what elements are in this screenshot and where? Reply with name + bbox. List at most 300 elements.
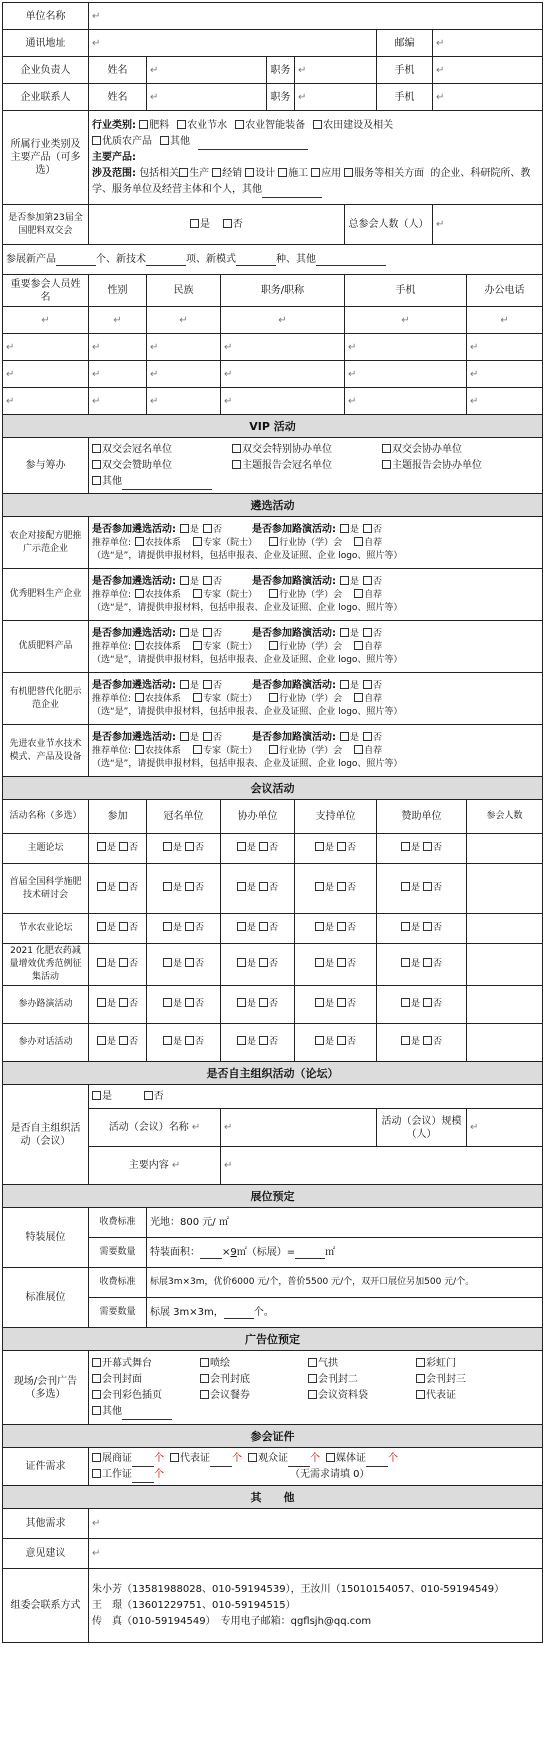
checkbox-option[interactable]: 是 [315, 959, 334, 969]
meeting-choice[interactable] [295, 914, 377, 944]
checkbox-icon[interactable] [97, 1036, 106, 1045]
meeting-count-input[interactable] [467, 1024, 543, 1062]
checkbox-icon[interactable] [416, 1358, 425, 1367]
meeting-choice[interactable] [147, 914, 221, 944]
checkbox-icon[interactable] [92, 460, 101, 469]
meeting-count-input[interactable] [467, 986, 543, 1024]
checkbox-option[interactable]: 代表证 个 [170, 1453, 242, 1464]
checkbox-icon[interactable] [340, 680, 349, 689]
checkbox-option[interactable]: 否 [259, 883, 278, 893]
meeting-choice[interactable] [377, 986, 467, 1024]
certs-options[interactable] [89, 1448, 543, 1486]
checkbox-option[interactable]: 否 [259, 923, 278, 933]
checkbox-option[interactable]: 会刊封二 [308, 1372, 416, 1388]
checkbox-icon[interactable] [193, 537, 202, 546]
checkbox-option[interactable]: 专家（院士） [193, 746, 257, 756]
checkbox-icon[interactable] [237, 958, 246, 967]
checkbox-icon[interactable] [200, 1358, 209, 1367]
checkbox-option[interactable]: 是 [315, 999, 334, 1009]
checkbox-icon[interactable] [340, 576, 349, 585]
checkbox-option[interactable]: 农技体系 [135, 538, 181, 548]
checkbox-option[interactable]: 是 [237, 883, 256, 893]
checkbox-option[interactable]: 是 [237, 999, 256, 1009]
checkbox-icon[interactable] [354, 537, 363, 546]
checkbox-option[interactable]: 会刊彩色插页 [92, 1388, 200, 1404]
checkbox-option[interactable]: 是 [340, 629, 359, 639]
checkbox-icon[interactable] [423, 842, 432, 851]
checkbox-option[interactable]: 专家（院士） [193, 538, 257, 548]
checkbox-icon[interactable] [315, 922, 324, 931]
meeting-choice[interactable] [147, 834, 221, 864]
checkbox-icon[interactable] [237, 1036, 246, 1045]
checkbox-option[interactable]: 是 [237, 843, 256, 853]
checkbox-option[interactable]: 是 [163, 1037, 182, 1047]
checkbox-icon[interactable] [382, 460, 391, 469]
checkbox-option[interactable]: 喷绘 [200, 1356, 308, 1372]
checkbox-icon[interactable] [363, 680, 372, 689]
checkbox-icon[interactable] [363, 576, 372, 585]
checkbox-option[interactable]: 是 [340, 681, 359, 691]
unit-name-input[interactable]: ↵ [89, 3, 543, 30]
checkbox-icon[interactable] [337, 998, 346, 1007]
checkbox-icon[interactable] [163, 1036, 172, 1045]
checkbox-option[interactable]: 农技体系 [135, 746, 181, 756]
checkbox-icon[interactable] [423, 922, 432, 931]
ads-options[interactable] [89, 1351, 543, 1425]
checkbox-icon[interactable] [193, 589, 202, 598]
checkbox-option[interactable]: 否 [185, 923, 204, 933]
checkbox-option[interactable]: 是 [163, 843, 182, 853]
checkbox-option[interactable]: 否 [363, 681, 382, 691]
checkbox-icon[interactable] [423, 958, 432, 967]
checkbox-option[interactable]: 否 [203, 525, 222, 535]
checkbox-option[interactable]: 是 [180, 629, 199, 639]
meeting-choice[interactable] [147, 864, 221, 914]
checkbox-icon[interactable] [119, 1036, 128, 1045]
selection-row[interactable] [3, 621, 543, 673]
checkbox-option[interactable]: 否 [185, 1037, 204, 1047]
checkbox-option[interactable]: 是 [180, 681, 199, 691]
checkbox-icon[interactable] [401, 882, 410, 891]
selection-row[interactable] [3, 517, 543, 569]
checkbox-option[interactable]: 会刊封底 [200, 1372, 308, 1388]
standard-need-input[interactable]: 标展 3m×3m， 个。 [147, 1298, 543, 1328]
checkbox-option[interactable]: 生产 [179, 168, 209, 179]
checkbox-icon[interactable] [313, 120, 322, 129]
checkbox-icon[interactable] [212, 168, 221, 177]
checkbox-option[interactable]: 是 [401, 843, 420, 853]
checkbox-option[interactable]: 其他 [92, 1404, 200, 1420]
checkbox-icon[interactable] [269, 745, 278, 754]
checkbox-option[interactable]: 是 [315, 883, 334, 893]
checkbox-option[interactable]: 肥料 [139, 120, 169, 131]
checkbox-option[interactable]: 是 [97, 843, 116, 853]
checkbox-option[interactable]: 设计 [245, 168, 275, 179]
checkbox-option[interactable]: 会议餐券 [200, 1388, 308, 1404]
checkbox-option[interactable]: 农业节水 [177, 120, 227, 131]
checkbox-option[interactable]: 代表证 [416, 1388, 456, 1404]
checkbox-option[interactable]: 是 [163, 999, 182, 1009]
checkbox-icon[interactable] [237, 842, 246, 851]
checkbox-icon[interactable] [163, 958, 172, 967]
checkbox-option[interactable]: 否 [259, 959, 278, 969]
checkbox-icon[interactable] [237, 998, 246, 1007]
checkbox-option[interactable]: 农技体系 [135, 694, 181, 704]
checkbox-icon[interactable] [135, 641, 144, 650]
checkbox-icon[interactable] [163, 842, 172, 851]
checkbox-option[interactable]: 气拱 [308, 1356, 416, 1372]
checkbox-icon[interactable] [185, 922, 194, 931]
contact-name-input[interactable]: ↵ [147, 84, 267, 111]
checkbox-option[interactable]: 行业协（学）会 [269, 538, 342, 548]
checkbox-icon[interactable] [135, 537, 144, 546]
checkbox-icon[interactable] [97, 958, 106, 967]
meeting-choice[interactable] [295, 986, 377, 1024]
checkbox-icon[interactable] [401, 998, 410, 1007]
checkbox-icon[interactable] [235, 120, 244, 129]
meeting-choice[interactable] [377, 944, 467, 986]
checkbox-option[interactable]: 是 [237, 959, 256, 969]
checkbox-option[interactable]: 是 [163, 959, 182, 969]
checkbox-icon[interactable] [177, 120, 186, 129]
total-attendees-input[interactable]: ↵ [433, 205, 543, 245]
checkbox-option[interactable]: 服务等相关方面 [344, 168, 424, 179]
checkbox-icon[interactable] [337, 958, 346, 967]
checkbox-icon[interactable] [232, 444, 241, 453]
checkbox-option[interactable]: 是 [340, 577, 359, 587]
checkbox-icon[interactable] [237, 882, 246, 891]
checkbox-icon[interactable] [237, 922, 246, 931]
checkbox-option[interactable]: 否 [337, 1037, 356, 1047]
checkbox-option[interactable]: 否 [363, 733, 382, 743]
checkbox-icon[interactable] [245, 168, 254, 177]
meeting-count-input[interactable] [467, 944, 543, 986]
meeting-choice[interactable] [221, 834, 295, 864]
checkbox-option[interactable]: 其他 [160, 136, 190, 147]
meeting-choice[interactable] [89, 1024, 147, 1062]
meeting-row[interactable] [3, 914, 543, 944]
address-input[interactable]: ↵ [89, 30, 377, 57]
checkbox-icon[interactable] [416, 1390, 425, 1399]
checkbox-option[interactable]: 否 [259, 1037, 278, 1047]
checkbox-option[interactable]: 开幕式舞台 [92, 1356, 200, 1372]
selection-item-options[interactable]: 是否参加遴选活动: 是 否 是否参加路演活动: 是 否 推荐单位: 农技体系 专家（院士） 行业协（学）会 自荐 （选“是”，请提供申报材料，包括申报表、企业及证照、企业 logo、照片等） [89, 725, 543, 777]
checkbox-icon[interactable] [193, 745, 202, 754]
checkbox-icon[interactable] [193, 693, 202, 702]
checkbox-option[interactable]: 否 [185, 883, 204, 893]
meeting-choice[interactable] [89, 834, 147, 864]
checkbox-icon[interactable] [185, 1036, 194, 1045]
checkbox-option[interactable]: 否 [119, 883, 138, 893]
checkbox-icon[interactable] [363, 732, 372, 741]
checkbox-option[interactable]: 专家（院士） [193, 694, 257, 704]
selection-row[interactable] [3, 725, 543, 777]
products-line[interactable]: 参展新产品 个、新技术 项、新模式 种、其他 [3, 245, 543, 275]
checkbox-icon[interactable] [363, 524, 372, 533]
checkbox-option[interactable]: 是 [163, 883, 182, 893]
checkbox-option[interactable]: 自荐 [354, 538, 382, 548]
checkbox-icon[interactable] [203, 732, 212, 741]
checkbox-icon[interactable] [363, 628, 372, 637]
checkbox-icon[interactable] [92, 1374, 101, 1383]
checkbox-icon[interactable] [163, 998, 172, 1007]
checkbox-option[interactable]: 否 [185, 959, 204, 969]
checkbox-option[interactable]: 农田建设及相关 [313, 120, 393, 131]
checkbox-icon[interactable] [190, 219, 199, 228]
checkbox-option[interactable]: 农技体系 [135, 642, 181, 652]
checkbox-option[interactable]: 否 [185, 999, 204, 1009]
self-org-content-input[interactable]: ↵ [221, 1147, 543, 1185]
meeting-choice[interactable] [147, 986, 221, 1024]
checkbox-icon[interactable] [119, 882, 128, 891]
meeting-row[interactable] [3, 834, 543, 864]
checkbox-icon[interactable] [92, 1390, 101, 1399]
selection-item-options[interactable]: 是否参加遴选活动: 是 否 是否参加路演活动: 是 否 推荐单位: 农技体系 专家（院士） 行业协（学）会 自荐 （选“是”，请提供申报材料，包括申报表、企业及证照、企业 logo、照片等） [89, 621, 543, 673]
checkbox-icon[interactable] [259, 842, 268, 851]
checkbox-icon[interactable] [340, 524, 349, 533]
checkbox-icon[interactable] [97, 998, 106, 1007]
checkbox-option[interactable]: 否 [119, 959, 138, 969]
checkbox-icon[interactable] [135, 589, 144, 598]
checkbox-option[interactable]: 行业协（学）会 [269, 642, 342, 652]
checkbox-icon[interactable] [92, 1469, 101, 1478]
checkbox-icon[interactable] [382, 444, 391, 453]
checkbox-option[interactable]: 否 [259, 843, 278, 853]
checkbox-icon[interactable] [423, 1036, 432, 1045]
meeting-choice[interactable] [221, 986, 295, 1024]
checkbox-icon[interactable] [92, 1406, 101, 1415]
checkbox-icon[interactable] [337, 922, 346, 931]
other-req-input[interactable]: ↵ [89, 1509, 543, 1539]
checkbox-icon[interactable] [180, 680, 189, 689]
checkbox-option[interactable]: 会刊封面 [92, 1372, 200, 1388]
checkbox-option[interactable]: 是 [315, 843, 334, 853]
checkbox-icon[interactable] [203, 576, 212, 585]
leader-name-input[interactable]: ↵ [147, 57, 267, 84]
meeting-choice[interactable] [147, 1024, 221, 1062]
checkbox-option[interactable]: 否 [119, 923, 138, 933]
checkbox-option[interactable]: 否 [259, 999, 278, 1009]
checkbox-option[interactable]: 施工 [278, 168, 308, 179]
checkbox-option[interactable]: 优质农产品 [92, 136, 152, 147]
checkbox-option[interactable]: 经销 [212, 168, 242, 179]
checkbox-icon[interactable] [315, 958, 324, 967]
checkbox-option[interactable]: 农技体系 [135, 590, 181, 600]
meeting-choice[interactable] [377, 1024, 467, 1062]
self-org-choice[interactable]: 是 否 [89, 1085, 543, 1109]
leader-phone-input[interactable]: ↵ [433, 57, 543, 84]
checkbox-option[interactable]: 是 [401, 999, 420, 1009]
self-org-scale-input[interactable]: ↵ [467, 1109, 543, 1147]
checkbox-icon[interactable] [180, 732, 189, 741]
checkbox-icon[interactable] [344, 168, 353, 177]
meeting-choice[interactable] [89, 944, 147, 986]
checkbox-icon[interactable] [269, 693, 278, 702]
checkbox-option[interactable]: 否 [423, 843, 442, 853]
checkbox-icon[interactable] [200, 1374, 209, 1383]
checkbox-option[interactable]: 是 [97, 959, 116, 969]
checkbox-icon[interactable] [119, 842, 128, 851]
checkbox-icon[interactable] [185, 882, 194, 891]
checkbox-icon[interactable] [337, 882, 346, 891]
checkbox-icon[interactable] [223, 219, 232, 228]
special-need-input[interactable]: 特装面积： ×9㎡（标展）= ㎡ [147, 1238, 543, 1268]
checkbox-icon[interactable] [354, 693, 363, 702]
meeting-choice[interactable] [295, 834, 377, 864]
checkbox-option[interactable]: 行业协（学）会 [269, 694, 342, 704]
self-org-name-input[interactable]: ↵ [221, 1109, 377, 1147]
leader-position-input[interactable]: ↵ [295, 57, 377, 84]
meeting-choice[interactable] [377, 914, 467, 944]
checkbox-icon[interactable] [315, 1036, 324, 1045]
checkbox-icon[interactable] [354, 745, 363, 754]
meeting-choice[interactable] [295, 944, 377, 986]
checkbox-icon[interactable] [315, 882, 324, 891]
checkbox-option[interactable]: 专家（院士） [193, 642, 257, 652]
checkbox-option[interactable]: 是 [97, 883, 116, 893]
checkbox-option[interactable]: 行业协（学）会 [269, 746, 342, 756]
checkbox-option[interactable]: 否 [337, 923, 356, 933]
checkbox-option[interactable]: 自荐 [354, 746, 382, 756]
meeting-row[interactable] [3, 944, 543, 986]
checkbox-icon[interactable] [185, 958, 194, 967]
checkbox-option[interactable]: 否 [363, 525, 382, 535]
meeting-choice[interactable] [295, 864, 377, 914]
checkbox-icon[interactable] [139, 120, 148, 129]
checkbox-icon[interactable] [92, 136, 101, 145]
expo-choice[interactable]: 是 否 [89, 205, 345, 245]
checkbox-icon[interactable] [200, 1390, 209, 1399]
checkbox-option[interactable]: 会议资料袋 [308, 1388, 416, 1404]
checkbox-icon[interactable] [423, 998, 432, 1007]
table-row[interactable]: ↵ ↵ ↵ ↵ ↵ ↵ [3, 361, 543, 388]
checkbox-icon[interactable] [278, 168, 287, 177]
checkbox-option[interactable]: 彩虹门 [416, 1356, 456, 1372]
checkbox-option[interactable]: 是 [237, 1037, 256, 1047]
checkbox-option[interactable]: 是 [237, 923, 256, 933]
selection-row[interactable] [3, 673, 543, 725]
checkbox-option[interactable]: 自荐 [354, 694, 382, 704]
checkbox-icon[interactable] [203, 680, 212, 689]
checkbox-option[interactable]: 否 [363, 577, 382, 587]
postcode-input[interactable]: ↵ [433, 30, 543, 57]
checkbox-icon[interactable] [135, 745, 144, 754]
checkbox-option[interactable]: 展商证 个 [92, 1453, 164, 1464]
checkbox-icon[interactable] [248, 1453, 257, 1462]
checkbox-option[interactable]: 否 [337, 883, 356, 893]
checkbox-option[interactable]: 是 [315, 1037, 334, 1047]
checkbox-icon[interactable] [269, 537, 278, 546]
checkbox-icon[interactable] [423, 882, 432, 891]
checkbox-icon[interactable] [160, 136, 169, 145]
meeting-row[interactable] [3, 1024, 543, 1062]
checkbox-option[interactable]: 是 [401, 959, 420, 969]
checkbox-icon[interactable] [92, 1453, 101, 1462]
meeting-count-input[interactable] [467, 914, 543, 944]
checkbox-option[interactable]: 否 [337, 843, 356, 853]
checkbox-icon[interactable] [163, 882, 172, 891]
checkbox-option[interactable]: 否 [203, 577, 222, 587]
selection-item-options[interactable]: 是否参加遴选活动: 是 否 是否参加路演活动: 是 否 推荐单位: 农技体系 专家（院士） 行业协（学）会 自荐 （选“是”，请提供申报材料，包括申报表、企业及证照、企业 logo、照片等） [89, 517, 543, 569]
meeting-choice[interactable] [295, 1024, 377, 1062]
checkbox-icon[interactable] [119, 998, 128, 1007]
checkbox-option[interactable]: 是 [97, 999, 116, 1009]
checkbox-icon[interactable] [259, 882, 268, 891]
checkbox-icon[interactable] [203, 524, 212, 533]
checkbox-option[interactable]: 应用 [311, 168, 341, 179]
checkbox-icon[interactable] [269, 589, 278, 598]
checkbox-option[interactable]: 否 [203, 681, 222, 691]
checkbox-icon[interactable] [97, 882, 106, 891]
checkbox-icon[interactable] [180, 524, 189, 533]
checkbox-option[interactable]: 是 [340, 733, 359, 743]
checkbox-icon[interactable] [308, 1390, 317, 1399]
checkbox-icon[interactable] [401, 842, 410, 851]
meeting-count-input[interactable] [467, 834, 543, 864]
checkbox-icon[interactable] [144, 1091, 153, 1100]
checkbox-option[interactable]: 行业协（学）会 [269, 590, 342, 600]
checkbox-option[interactable]: 是 [315, 923, 334, 933]
checkbox-icon[interactable] [354, 641, 363, 650]
checkbox-icon[interactable] [97, 922, 106, 931]
checkbox-option[interactable]: 是 [340, 525, 359, 535]
selection-item-options[interactable]: 是否参加遴选活动: 是 否 是否参加路演活动: 是 否 推荐单位: 农技体系 专家（院士） 行业协（学）会 自荐 （选“是”，请提供申报材料，包括申报表、企业及证照、企业 logo、照片等） [89, 569, 543, 621]
checkbox-option[interactable]: 是 [180, 525, 199, 535]
checkbox-icon[interactable] [92, 476, 101, 485]
checkbox-option[interactable]: 否 [337, 959, 356, 969]
checkbox-icon[interactable] [163, 922, 172, 931]
vip-options[interactable]: 双交会冠名单位 双交会特别协办单位 双交会协办单位 双交会赞助单位 主题报告会冠名单位 主题报告会协办单位 其他 [89, 438, 543, 494]
checkbox-icon[interactable] [259, 998, 268, 1007]
meeting-choice[interactable] [377, 864, 467, 914]
checkbox-icon[interactable] [259, 922, 268, 931]
contact-position-input[interactable]: ↵ [295, 84, 377, 111]
checkbox-option[interactable]: 是 [401, 883, 420, 893]
checkbox-icon[interactable] [119, 958, 128, 967]
checkbox-option[interactable]: 否 [423, 1037, 442, 1047]
selection-item-options[interactable]: 是否参加遴选活动: 是 否 是否参加路演活动: 是 否 推荐单位: 农技体系 专家（院士） 行业协（学）会 自荐 （选“是”，请提供申报材料，包括申报表、企业及证照、企业 logo、照片等） [89, 673, 543, 725]
advice-input[interactable]: ↵ [89, 1539, 543, 1569]
checkbox-icon[interactable] [232, 460, 241, 469]
table-row[interactable]: ↵ ↵ ↵ ↵ ↵ ↵ [3, 334, 543, 361]
checkbox-icon[interactable] [340, 732, 349, 741]
checkbox-option[interactable]: 自荐 [354, 642, 382, 652]
checkbox-icon[interactable] [308, 1374, 317, 1383]
checkbox-option[interactable]: 是 [97, 1037, 116, 1047]
checkbox-icon[interactable] [185, 842, 194, 851]
checkbox-option[interactable]: 农业智能装备 [235, 120, 305, 131]
meeting-choice[interactable] [147, 944, 221, 986]
checkbox-option[interactable]: 专家（院士） [193, 590, 257, 600]
checkbox-option[interactable]: 观众证 个 [248, 1453, 320, 1464]
selection-row[interactable] [3, 569, 543, 621]
checkbox-option[interactable]: 否 [185, 843, 204, 853]
checkbox-option[interactable]: 否 [423, 883, 442, 893]
checkbox-icon[interactable] [180, 576, 189, 585]
checkbox-icon[interactable] [326, 1453, 335, 1462]
meeting-choice[interactable] [89, 914, 147, 944]
checkbox-icon[interactable] [340, 628, 349, 637]
meeting-choice[interactable] [221, 864, 295, 914]
checkbox-icon[interactable] [259, 1036, 268, 1045]
checkbox-option[interactable]: 是 [180, 733, 199, 743]
checkbox-option[interactable]: 媒体证 个 [326, 1453, 398, 1464]
meeting-choice[interactable] [89, 864, 147, 914]
checkbox-option[interactable]: 否 [423, 999, 442, 1009]
checkbox-option[interactable]: 工作证 个 [92, 1469, 164, 1480]
meeting-choice[interactable] [89, 986, 147, 1024]
meeting-choice[interactable] [221, 914, 295, 944]
